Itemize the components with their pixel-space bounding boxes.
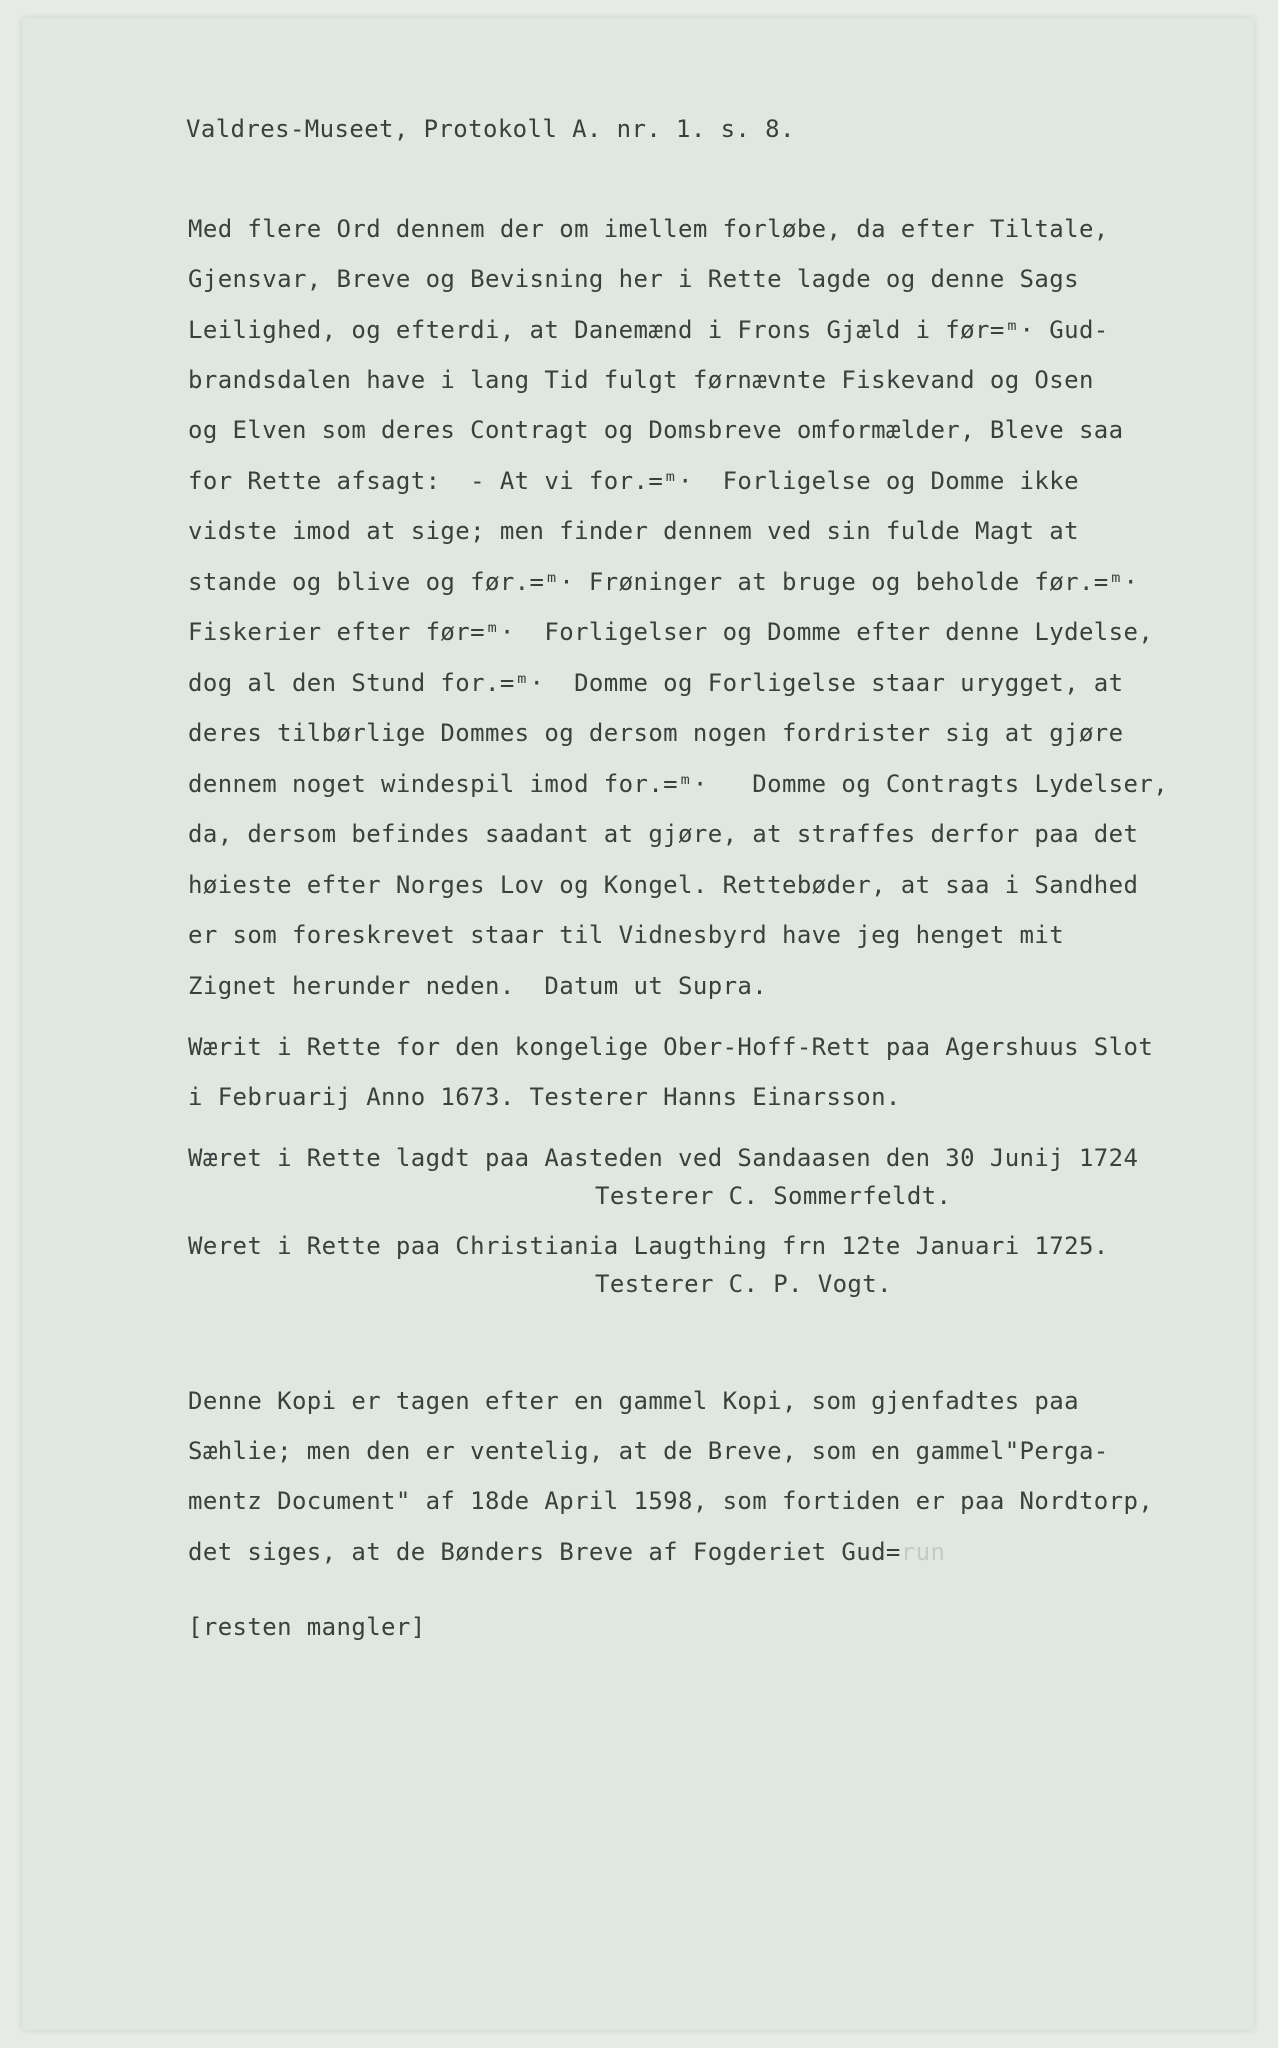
note-line-4-text: det siges, at de Bønders Breve af Fogderiet Gud=: [188, 1538, 901, 1566]
note-line-2: Sæhlie; men den er ventelig, at de Breve, som en gammel"Perga-: [188, 1437, 1109, 1465]
body-line-1: Med flere Ord dennem der om imellem forløbe, da efter Tiltale,: [188, 215, 1109, 243]
body-line-7: vidste imod at sige; men finder dennem ved sin fulde Magt at: [188, 517, 1079, 545]
body-line-10: dog al den Stund for.=ᵐ· Domme og Forligelse staar urygget, at: [188, 669, 1124, 697]
body-line-8: stande og blive og før.=ᵐ· Frøninger at bruge og beholde før.=ᵐ·: [188, 568, 1139, 596]
endorsement-line-3: Wæret i Rette lagdt paa Aasteden ved Sandaasen den 30 Junij 1724: [188, 1144, 1139, 1172]
body-line-11: deres tilbørlige Dommes og dersom nogen fordrister sig at gjøre: [188, 719, 1124, 747]
document-header: Valdres-Museet, Protokoll A. nr. 1. s. 8.: [186, 115, 795, 143]
note-line-1: Denne Kopi er tagen efter en gammel Kopi, som gjenfadtes paa: [188, 1387, 1079, 1415]
body-line-4: brandsdalen have i lang Tid fulgt førnævnte Fiskevand og Osen: [188, 366, 1094, 394]
missing-note: [resten mangler]: [188, 1613, 426, 1641]
note-faded-tail: run: [900, 1538, 946, 1566]
body-line-9: Fiskerier efter før=ᵐ· Forligelser og Domme efter denne Lydelse,: [188, 618, 1154, 646]
endorsement-line-1: Wærit i Rette for den kongelige Ober-Hoff-Rett paa Agershuus Slot: [188, 1033, 1154, 1061]
body-line-13: da, dersom befindes saadant at gjøre, at straffes derfor paa det: [188, 820, 1139, 848]
body-line-6: for Rette afsagt: - At vi for.=ᵐ· Forligelse og Domme ikke: [188, 467, 1079, 495]
endorsement-line-2: i Februarij Anno 1673. Testerer Hanns Einarsson.: [188, 1083, 901, 1111]
body-line-3: Leilighed, og efterdi, at Danemænd i Frons Gjæld i før=ᵐ· Gud-: [188, 316, 1109, 344]
note-line-4: [188, 1537, 945, 1567]
body-line-5: og Elven som deres Contragt og Domsbreve omformælder, Bleve saa: [188, 416, 1124, 444]
body-line-12: dennem noget windespil imod for.=ᵐ· Domme og Contragts Lydelser,: [188, 770, 1169, 798]
note-line-3: mentz Document" af 18de April 1598, som fortiden er paa Nordtorp,: [188, 1487, 1154, 1515]
endorsement-signature-2: Testerer C. P. Vogt.: [595, 1270, 892, 1298]
body-line-14: høieste efter Norges Lov og Kongel. Rettebøder, at saa i Sandhed: [188, 871, 1139, 899]
endorsement-line-4: Weret i Rette paa Christiania Laugthing frn 12te Januari 1725.: [188, 1232, 1109, 1260]
body-line-15: er som foreskrevet staar til Vidnesbyrd have jeg henget mit: [188, 921, 1065, 949]
endorsement-signature-1: Testerer C. Sommerfeldt.: [595, 1182, 952, 1210]
body-line-2: Gjensvar, Breve og Bevisning her i Rette lagde og denne Sags: [188, 265, 1079, 293]
document-page: [22, 18, 1254, 2030]
typed-copy: [22, 18, 1254, 2030]
body-line-16: Zignet herunder neden. Datum ut Supra.: [188, 972, 768, 1000]
